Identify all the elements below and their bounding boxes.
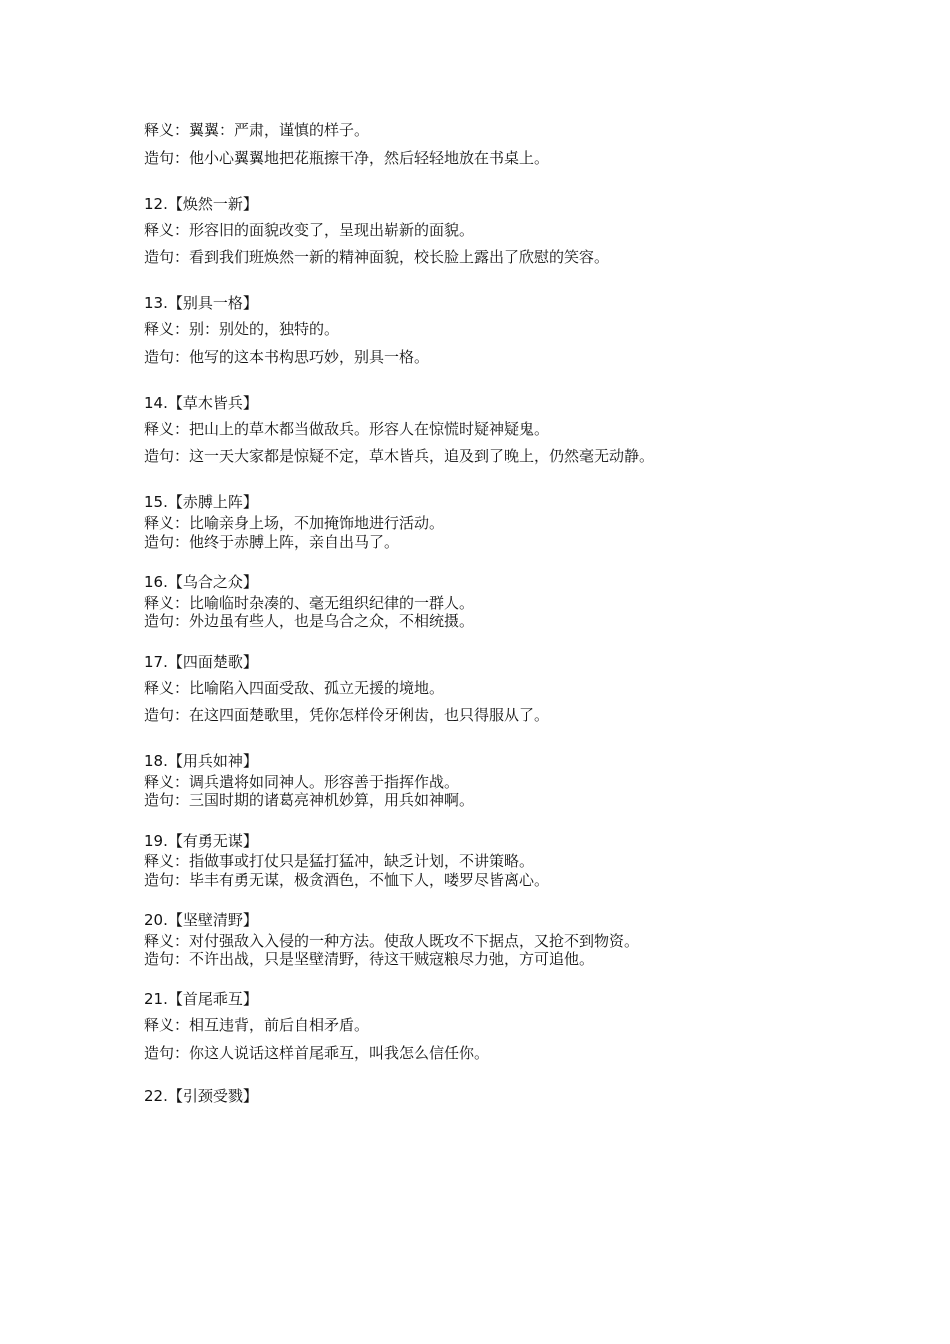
example-sentence-line: 造句：在这四面楚歌里，凭你怎样伶牙俐齿，也只得服从了。 bbox=[144, 706, 550, 724]
example-sentence-line: 造句：这一天大家都是惊疑不定，草木皆兵，追及到了晚上，仍然毫无动静。 bbox=[144, 447, 655, 465]
definition-line: 释义：把山上的草木都当做敌兵。形容人在惊慌时疑神疑鬼。 bbox=[144, 420, 550, 438]
example-sentence-line: 造句：看到我们班焕然一新的精神面貌，校长脸上露出了欣慰的笑容。 bbox=[144, 248, 610, 266]
example-sentence-line: 造句：你这人说话这样首尾乖互，叫我怎么信任你。 bbox=[144, 1044, 490, 1062]
example-sentence-line: 造句：毕丰有勇无谋，极贪酒色，不恤下人，喽罗尽皆离心。 bbox=[144, 871, 550, 889]
idiom-heading: 15.【赤膊上阵】 bbox=[144, 493, 258, 511]
definition-line: 释义：比喻陷入四面受敌、孤立无援的境地。 bbox=[144, 679, 445, 697]
definition-line: 释义：对付强敌入入侵的一种方法。使敌人既攻不下据点，又抢不到物资。 bbox=[144, 932, 640, 950]
example-sentence-line: 造句：他小心翼翼地把花瓶擦干净，然后轻轻地放在书桌上。 bbox=[144, 149, 550, 167]
idiom-heading: 17.【四面楚歌】 bbox=[144, 653, 258, 671]
definition-line: 释义：相互违背，前后自相矛盾。 bbox=[144, 1016, 370, 1034]
example-sentence-line: 造句：他终于赤膊上阵，亲自出马了。 bbox=[144, 533, 400, 551]
definition-line: 释义：比喻临时杂凑的、毫无组织纪律的一群人。 bbox=[144, 594, 475, 612]
idiom-heading: 16.【乌合之众】 bbox=[144, 573, 258, 591]
idiom-heading: 22.【引颈受戮】 bbox=[144, 1087, 258, 1105]
example-sentence-line: 造句：三国时期的诸葛亮神机妙算，用兵如神啊。 bbox=[144, 791, 475, 809]
idiom-heading: 14.【草木皆兵】 bbox=[144, 394, 258, 412]
definition-line: 释义：翼翼：严肃，谨慎的样子。 bbox=[144, 121, 370, 139]
idiom-heading: 13.【别具一格】 bbox=[144, 294, 258, 312]
idiom-heading: 19.【有勇无谋】 bbox=[144, 832, 258, 850]
definition-line: 释义：指做事或打仗只是猛打猛冲，缺乏计划，不讲策略。 bbox=[144, 852, 535, 870]
idiom-heading: 21.【首尾乖互】 bbox=[144, 990, 258, 1008]
idiom-heading: 18.【用兵如神】 bbox=[144, 752, 258, 770]
idiom-heading: 12.【焕然一新】 bbox=[144, 195, 258, 213]
definition-line: 释义：形容旧的面貌改变了，呈现出崭新的面貌。 bbox=[144, 221, 475, 239]
example-sentence-line: 造句：不许出战，只是坚壁清野，待这干贼寇粮尽力弛，方可追他。 bbox=[144, 950, 595, 968]
definition-line: 释义：调兵遣将如同神人。形容善于指挥作战。 bbox=[144, 773, 460, 791]
example-sentence-line: 造句：外边虽有些人，也是乌合之众，不相统摄。 bbox=[144, 612, 475, 630]
definition-line: 释义：比喻亲身上场，不加掩饰地进行活动。 bbox=[144, 514, 445, 532]
definition-line: 释义：别：别处的，独特的。 bbox=[144, 320, 340, 338]
example-sentence-line: 造句：他写的这本书构思巧妙，别具一格。 bbox=[144, 348, 430, 366]
idiom-heading: 20.【坚壁清野】 bbox=[144, 911, 258, 929]
